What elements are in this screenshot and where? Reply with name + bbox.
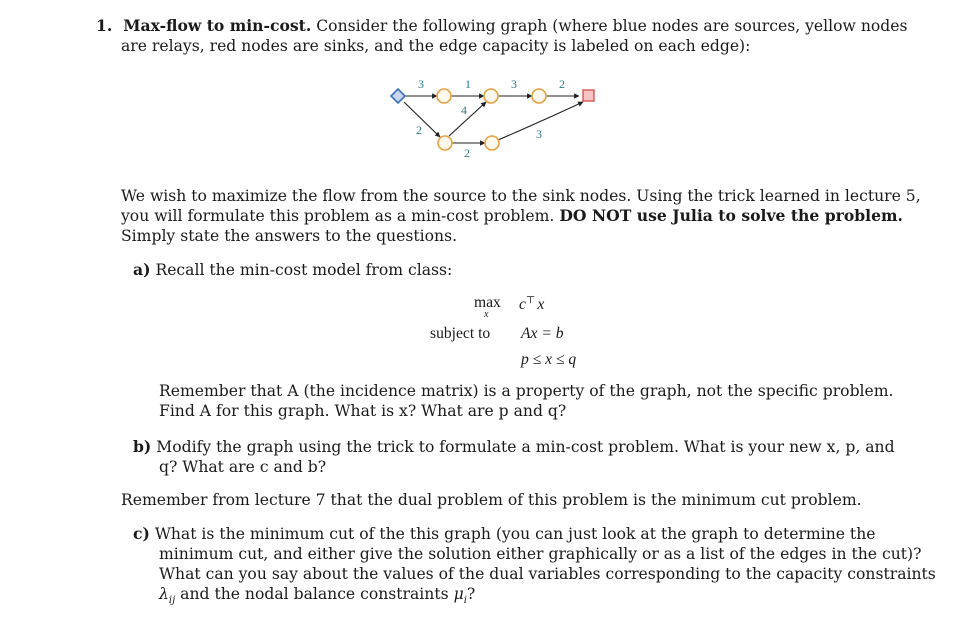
part-c-text: What is the minimum cut of the this graph (you can just look at the graph to determine the	[154, 525, 876, 543]
edge-label-b-c: 3	[511, 77, 517, 91]
model-subject-to: subject to	[430, 325, 491, 342]
model-objective	[519, 291, 544, 315]
para1-line2-bold: DO NOT use Julia to solve the problem.	[559, 206, 903, 225]
part-c-line4-end: ?	[466, 585, 476, 603]
part-c-line2: minimum cut, and either give the solution either graphically or as a list of the edges in the cut)?	[159, 545, 922, 563]
para1-line2	[121, 206, 903, 226]
objective-c: c	[519, 296, 526, 314]
source-node	[391, 89, 405, 103]
part-a-heading	[133, 260, 452, 280]
relay-node-2	[484, 89, 498, 103]
model-max-subscript: x	[484, 309, 489, 320]
objective-transpose: ⊤	[525, 295, 536, 306]
part-a-text: Recall the min-cost model from class:	[155, 261, 453, 279]
model-constraint-equality: Ax = b	[521, 325, 564, 342]
part-a-label: a)	[133, 260, 151, 279]
edge-label-e-t: 3	[536, 127, 542, 141]
para1-line1: We wish to maximize the flow from the source to the sink nodes. Using the trick learned in lecture 5,	[121, 187, 921, 205]
edge-label-d-b: 4	[461, 103, 467, 117]
problem-heading	[96, 16, 907, 36]
edge-d-b	[449, 102, 486, 136]
network-graph	[380, 70, 620, 170]
edge-label-d-e: 2	[464, 146, 470, 160]
part-b-line2: q? What are c and b?	[159, 458, 327, 476]
lambda-symbol: λ	[159, 585, 169, 603]
part-a-remember-line1: Remember that A (the incidence matrix) is a property of the graph, not the specific problem.	[159, 382, 894, 400]
relay-node-5	[485, 136, 499, 150]
part-a-remember-line2: Find A for this graph. What is x? What are p and q?	[159, 402, 567, 420]
part-c-line3: What can you say about the values of the dual variables corresponding to the capacity constraints	[159, 565, 936, 583]
problem-intro-line2: are relays, red nodes are sinks, and the edge capacity is labeled on each edge):	[121, 37, 751, 55]
para1-line3: Simply state the answers to the questions.	[121, 227, 458, 245]
problem-intro-line1: Consider the following graph (where blue nodes are sources, yellow nodes	[316, 17, 908, 35]
part-b-label: b)	[133, 437, 152, 456]
relay-node-3	[532, 89, 546, 103]
edge-label-s-a: 3	[418, 77, 424, 91]
edge-label-s-d: 2	[416, 123, 422, 137]
model-constraint-bounds: p ≤ x ≤ q	[521, 351, 577, 368]
para1-line2-normal: you will formulate this problem as a min-cost problem.	[121, 207, 555, 225]
lambda-subscript: ij	[168, 595, 176, 607]
objective-x: x	[537, 296, 545, 314]
part-c-line1	[133, 524, 875, 544]
edge-label-a-b: 1	[465, 77, 471, 91]
model-max-word: max	[474, 294, 501, 311]
dual-note: Remember from lecture 7 that the dual problem of this problem is the minimum cut problem.	[121, 491, 862, 509]
relay-node-1	[437, 89, 451, 103]
mu-symbol: μ	[453, 585, 464, 603]
sink-node	[583, 90, 594, 101]
part-b-line1	[133, 437, 895, 457]
part-c-label: c)	[133, 524, 150, 543]
problem-title: Max-flow to min-cost.	[123, 16, 312, 35]
part-c-line4-mid: and the nodal balance constraints	[175, 585, 454, 603]
part-b-text: Modify the graph using the trick to formulate a min-cost problem. What is your new x, p, and	[156, 438, 895, 456]
relay-node-4	[438, 136, 452, 150]
part-c-line4	[159, 584, 475, 611]
problem-number: 1.	[96, 16, 113, 35]
mu-subscript: i	[463, 595, 467, 607]
edge-label-c-t: 2	[559, 77, 565, 91]
edge-s-d	[404, 102, 440, 137]
